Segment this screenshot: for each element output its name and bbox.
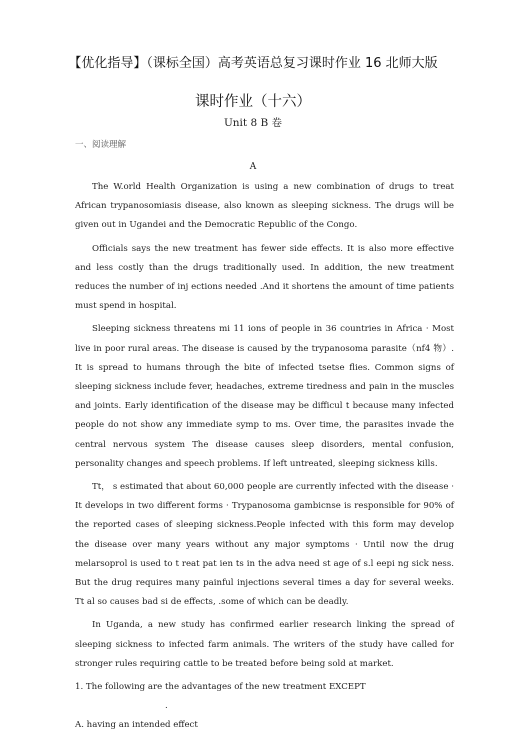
passage-body <box>75 178 454 736</box>
paragraph-3: Sleeping sickness threatens mi 11 ions of people in 36 countries in Africa · Most live in poor rural areas. The disease is caused by the trypanosoma parasite（nf4 物）. It is spread to humans through the bite of infected tsetse flies. Common signs of sleeping sickness include fever, headaches, extreme tiredness and pain in the muscles and joints. Early identification of the disease may be difficul t because many infected people do not show any immediate symp to ms. Over time, the parasites invade the central nervous system The disease causes sleep disorders, mental confusion, personality changes and speech problems. If left untreated, sleeping sickness kills. <box>75 324 454 469</box>
paragraph-4: Tt， s estimated that about 60,000 people are currently infected with the disease · It develops in two different forms · Trypanosoma gambicnse is responsible for 90% of the reported cases of sleeping sickness.People infected with this form may develop the disease over many years without any major symptoms · Until now the drug melarsoprol is used to t reat pat ien ts in the adva need st age of s.l eepi ng sick ness. But the drug requires many painful injections several times a day for several weeks. Tt al so causes bad si de effects, .some of which can be deadly. <box>75 482 454 608</box>
section-label: 一、阅读理解 <box>75 140 127 150</box>
question-stem: 1. The following are the advantages of the new treatment EXCEPT <box>75 682 366 693</box>
unit-heading: Unit 8 B 卷 <box>223 117 283 129</box>
question-end: . <box>165 701 168 712</box>
document-subtitle: 课时作业（十六） <box>195 94 311 110</box>
paragraph-1: The W.orld Health Organization is using a new combination of drugs to treat African trypanosomiasis disease, also known as sleeping sickness. The drugs will be given out in Ugandei and the Democratic Republic of the Congo. <box>75 182 454 231</box>
paragraph-5: In Uganda, a new study has confirmed earlier research linking the spread of sleeping sickness to infected farm animals. The writers of the study have called for stronger rules requiring cattle to be treated before being sold at market. <box>75 620 454 669</box>
question-1 <box>75 678 454 716</box>
option-a: A. having an intended effect <box>75 720 198 731</box>
paragraph-2: Officials says the new treatment has fewer side effects. It is also more effective and less costly than the drugs traditionally used. In addition, the new treatment reduces the number of inj ections needed .And it shortens the amount of time patients must spend in hospital. <box>75 243 454 312</box>
document-title: 【优化指导】（课标全国）高考英语总复习课时作业 16 北师大版 <box>68 56 438 71</box>
passage-label: A <box>249 162 257 172</box>
